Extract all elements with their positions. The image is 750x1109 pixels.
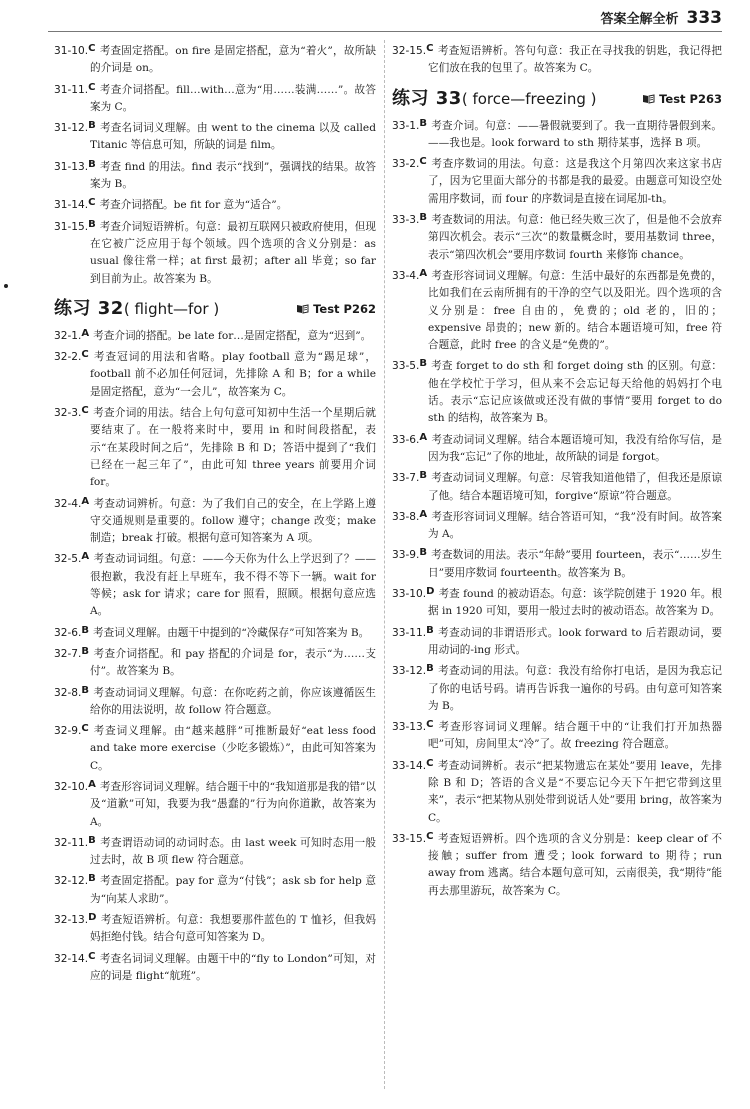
answer-letter: B <box>419 212 428 224</box>
question-number: 32-11. <box>54 836 89 849</box>
page-header <box>600 8 722 28</box>
answer-letter: B <box>81 624 90 636</box>
answer-entry <box>54 156 376 194</box>
answer-entry <box>54 402 376 491</box>
explanation-text: 考查 forget to do sth 和 forget doing sth 的区别。句意：他在学校忙于学习，但从来不会忘记每天给他的妈妈打个电话。表示“忘记应该做或还没有做的事情”要用 forget to do sth 的结构，故答案为 B。 <box>428 360 722 425</box>
question-number: 33-6. <box>392 433 420 446</box>
answer-letter: C <box>419 156 427 168</box>
explanation-text: 考查固定搭配。on fire 是固定搭配，意为“着火”，故所缺的介词是 on。 <box>90 45 376 75</box>
explanation-text: 考查动词的非谓语形式。look forward to 后若跟动词，要用动词的-ing 形式。 <box>428 626 722 656</box>
explanation-text: 考查名词词义理解。由 went to the cinema 以及 called Titanic 等信息可知，所缺的词是 film。 <box>90 122 376 152</box>
section-title: 练习 33 <box>392 87 462 109</box>
answer-letter: C <box>88 950 96 962</box>
answer-entry <box>392 622 722 660</box>
answer-entry <box>392 153 722 208</box>
answer-entry <box>54 870 376 908</box>
explanation-text: 考查谓语动词的动词时态。由 last week 可知时态用一般过去时，故 B 项 flew 符合题意。 <box>90 836 376 867</box>
explanation-text: 考查介词搭配。和 pay 搭配的介词是 for，表示“为……支付”。故答案为 B。 <box>90 647 376 678</box>
answer-letter: D <box>88 912 97 924</box>
answer-entry <box>54 682 376 720</box>
answer-entry <box>392 265 722 354</box>
question-number: 32-4. <box>54 497 82 510</box>
answer-entry <box>392 355 722 427</box>
answer-entry <box>54 325 376 345</box>
answer-letter: B <box>88 158 96 170</box>
answer-letter: B <box>88 873 96 885</box>
explanation-text: 考查介词搭配。be fit for 意为“适合”。 <box>99 199 288 212</box>
answer-entry <box>392 467 722 505</box>
page-number: 333 <box>686 8 722 28</box>
question-number: 33-15. <box>392 832 427 845</box>
header-title: 答案全解全析 <box>600 12 679 27</box>
question-number: 33-14. <box>392 759 427 772</box>
answer-letter: B <box>419 358 428 370</box>
question-number: 32-8. <box>54 686 82 699</box>
section-ref <box>642 92 722 106</box>
explanation-text: 考查动词的用法。句意：我没有给你打电话，是因为我忘记了你的电话号码。请再告诉我一遍你的号码。由句意可知答案为 B。 <box>428 665 722 712</box>
answer-entry <box>54 720 376 775</box>
answer-entry <box>54 79 376 117</box>
answer-entry <box>54 346 376 401</box>
book-icon <box>296 304 309 314</box>
section-header-33 <box>392 84 722 110</box>
section-ref <box>296 302 376 316</box>
answer-entry <box>392 209 722 264</box>
explanation-text: 考查动词词义理解。结合本题语境可知，我没有给你写信，是因为我“忘记”了你的地址，故所缺的词是 forgot。 <box>428 433 722 463</box>
explanation-text: 考查短语辨析。答句句意：我正在寻找我的钥匙，我记得把它们放在我的包里了。故答案为 C。 <box>428 45 722 75</box>
answer-letter: C <box>81 723 89 735</box>
answer-entry <box>392 115 722 153</box>
explanation-text: 考查介词的用法。结合上句句意可知初中生活一个星期后就要结束了。在一般将来时中，要用 in 和时间段搭配，表示“在某段时间之后”，先排除 B 和 D；答语中提到了“我们已经在一起三年了”，由此可知 three years 前要用介词 for。 <box>90 407 376 489</box>
question-number: 33-4. <box>392 269 420 282</box>
section-title: 练习 32 <box>54 297 124 319</box>
explanation-text: 考查数词的用法。句意：他已经失败三次了，但是他不会放弃第四次机会。表示“三次”的数量概念时，要用基数词 three，表示“第四次机会”要用序数词 fourth 来修饰 chance。 <box>428 214 722 261</box>
answer-entry <box>392 716 722 754</box>
explanation-text: 考查介词。句意：——暑假就要到了。我一直期待暑假到来。——我也是。look forward to sth 期待某事，选择 B 项。 <box>428 119 722 149</box>
answer-entry <box>54 776 376 831</box>
question-number: 33-5. <box>392 360 420 373</box>
answer-entry <box>392 828 722 900</box>
margin-mark <box>4 284 8 288</box>
question-number: 31-10. <box>54 45 89 57</box>
answer-letter: B <box>81 645 90 657</box>
answer-letter: D <box>426 586 435 598</box>
answer-letter: C <box>81 349 89 361</box>
answer-letter: B <box>88 834 96 846</box>
answer-entry <box>392 40 722 78</box>
answer-entry <box>392 506 722 544</box>
question-number: 31-15. <box>54 220 89 233</box>
explanation-text: 考查词义理解。由题干中提到的“冷藏保存”可知答案为 B。 <box>93 626 370 639</box>
section-ref-label: Test P262 <box>313 301 376 316</box>
answer-entry <box>54 948 376 986</box>
answer-entry <box>54 909 376 947</box>
answer-entry <box>54 40 376 78</box>
entry-group-31 <box>54 40 376 288</box>
explanation-text: 考查 found 的被动语态。句意：该学院创建于 1920 年。根据 in 1920 可知，要用一般过去时的被动语态。故答案为 D。 <box>428 588 722 618</box>
question-number: 33-12. <box>392 665 427 678</box>
question-number: 32-10. <box>54 780 89 793</box>
entry-group-32-cont <box>392 40 722 78</box>
answer-entry <box>392 755 722 827</box>
explanation-text: 考查形容词词义理解。结合答语可知，“我”没有时间。故答案为 A。 <box>428 510 722 541</box>
question-number: 32-13. <box>54 914 89 927</box>
answer-letter: B <box>81 684 90 696</box>
question-number: 33-3. <box>392 214 420 227</box>
question-number: 32-12. <box>54 875 89 888</box>
question-number: 33-7. <box>392 472 420 485</box>
explanation-text: 考查序数词的用法。句意：这是我这个月第四次来这家书店了，因为它里面大部分的书都是我的最爱。由题意可知设空处需用序数词，而 four 的序数词是直接在词尾加-th。 <box>428 158 722 205</box>
answer-letter: C <box>88 197 96 209</box>
answer-letter: C <box>426 719 434 731</box>
answer-entry <box>54 622 376 642</box>
explanation-text: 考查介词短语辨析。句意：最初互联网只被政府使用，但现在它被广泛应用于每个领域。四个选项的含义分别是：as usual 像往常一样；at first 最初；after all 毕竟；so far 到目前为止。故答案为 B。 <box>90 220 376 285</box>
answer-entry <box>392 660 722 715</box>
question-number: 32-1. <box>54 329 82 342</box>
answer-letter: B <box>88 120 96 132</box>
question-number: 32-9. <box>54 725 82 738</box>
section-header-32 <box>54 294 376 320</box>
explanation-text: 考查形容词词义理解。结合题干中的“让我们打开加热器吧”可知，房间里太“冷”了。故 freezing 符合题意。 <box>428 721 722 751</box>
explanation-text: 考查动词辨析。表示“把某物遗忘在某处”要用 leave，先排除 B 和 D；答语的含义是“不要忘记今天下午把它带到这里来”，表示“把某物从别处带到说话人处”要用 bring，故答案为 C。 <box>428 759 722 824</box>
answer-entry <box>392 544 722 582</box>
explanation-text: 考查动词词义理解。句意：尽管我知道他错了，但我还是原谅了他。结合本题语境可知，forgive“原谅”符合题意。 <box>428 472 722 502</box>
section-range: ( flight—for ) <box>123 299 220 318</box>
answer-entry <box>392 583 722 621</box>
answer-letter: A <box>81 495 90 507</box>
answer-letter: B <box>419 117 428 129</box>
explanation-text: 考查数词的用法。表示“年龄”要用 fourteen，表示“……岁生日”要用序数词 fourteenth。故答案为 B。 <box>428 549 722 579</box>
answer-entry <box>54 117 376 155</box>
explanation-text: 考查介词的搭配。be late for…是固定搭配，意为“迟到”。 <box>93 329 372 342</box>
answer-letter: C <box>88 81 96 93</box>
question-number: 32-14. <box>54 952 89 965</box>
question-number: 32-15. <box>392 45 427 57</box>
question-number: 32-5. <box>54 553 82 566</box>
answer-letter: C <box>426 43 434 54</box>
answer-letter: C <box>426 830 434 842</box>
answer-entry <box>54 548 376 620</box>
answer-letter: A <box>419 267 428 279</box>
answer-entry <box>54 216 376 288</box>
answer-letter: A <box>81 551 90 563</box>
explanation-text: 考查词义理解。由“越来越胖”可推断最好“eat less food and take more exercise（少吃多锻炼）”，由此可知答案为 C。 <box>90 725 376 772</box>
explanation-text: 考查形容词词义理解。句意：生活中最好的东西都是免费的，比如我们在云南所拥有的干净的空气以及阳光。四个选项的含义分别是：free 自由的，免费的；old 老的，旧的；expensive 昂贵的；new 新的。结合本题语境可知，free 符合题意，此时 free 的含义是“免费的”。 <box>428 269 722 352</box>
answer-entry <box>54 194 376 214</box>
section-ref-label: Test P263 <box>659 91 722 106</box>
question-number: 31-12. <box>54 122 89 135</box>
explanation-text: 考查短语辨析。句意：我想要那件蓝色的 T 恤衫，但我妈妈拒绝付钱。结合句意可知答案为 D。 <box>90 914 376 944</box>
left-column <box>54 40 376 986</box>
answer-letter: B <box>426 663 434 675</box>
explanation-text: 考查名词词义理解。由题干中的“fly to London”可知，对应的词是 flight“航班”。 <box>90 952 376 982</box>
question-number: 31-13. <box>54 160 89 173</box>
answer-letter: C <box>88 43 96 54</box>
column-divider <box>384 40 385 1089</box>
explanation-text: 考查短语辨析。四个选项的含义分别是：keep clear of 不接触；suffer from 遭受；look forward to 期待；run away from 逃离。结合本题句意可知，云南很美，我“期待”能再去那里游玩，故答案为 C。 <box>428 832 722 897</box>
question-number: 32-6. <box>54 626 82 639</box>
answer-letter: C <box>81 405 89 417</box>
question-number: 33-13. <box>392 721 427 734</box>
question-number: 33-10. <box>392 588 427 601</box>
answer-letter: A <box>81 327 90 339</box>
explanation-text: 考查动词辨析。句意：为了我们自己的安全，在上学路上遵守交通规则是重要的。follow 遵守；change 改变；make 制造；break 打破。根据句意可知答案为 A 项。 <box>90 497 376 545</box>
answer-entry <box>54 832 376 870</box>
question-number: 33-11. <box>392 626 427 639</box>
entry-group-32 <box>54 325 376 985</box>
explanation-text: 考查形容词词义理解。结合题干中的“我知道那是我的错”以及“道歉”可知，我要为我“愚蠢的”行为向你道歉，故答案为 A。 <box>90 780 376 828</box>
answer-letter: B <box>88 218 96 230</box>
answer-letter: A <box>419 508 428 520</box>
answer-entry <box>54 643 376 681</box>
question-number: 33-2. <box>392 158 420 171</box>
explanation-text: 考查介词搭配。fill…with…意为“用……装满……”。故答案为 C。 <box>90 83 376 113</box>
explanation-text: 考查冠词的用法和省略。play football 意为“踢足球”，football 前不必加任何冠词，先排除 A 和 B；for a while 是固定搭配，意为“一会儿”，故答案为 C。 <box>90 351 376 398</box>
section-range: ( force—freezing ) <box>461 89 597 108</box>
header-rule <box>48 31 722 32</box>
answer-letter: A <box>88 778 96 790</box>
question-number: 33-1. <box>392 119 420 132</box>
question-number: 32-3. <box>54 407 82 420</box>
answer-letter: B <box>419 547 428 559</box>
answer-letter: B <box>426 624 434 636</box>
question-number: 32-7. <box>54 647 82 660</box>
right-column <box>392 40 722 901</box>
question-number: 31-14. <box>54 199 89 212</box>
question-number: 31-11. <box>54 83 89 96</box>
question-number: 33-8. <box>392 510 420 523</box>
entry-group-33 <box>392 115 722 900</box>
explanation-text: 考查 find 的用法。find 表示“找到”，强调找的结果。故答案为 B。 <box>90 160 376 191</box>
answer-entry <box>54 493 376 548</box>
question-number: 32-2. <box>54 351 82 364</box>
explanation-text: 考查动词词组。句意：——今天你为什么上学迟到了？——很抱歉，我没有赶上早班车，我不得不等下一辆。wait for 等候；ask for 请求；care for 照看，照顾。根据句意应选 A。 <box>90 553 376 618</box>
explanation-text: 考查动词词义理解。句意：在你吃药之前，你应该遵循医生给你的用法说明，故 follow 符合题意。 <box>90 686 376 716</box>
explanation-text: 考查固定搭配。pay for 意为“付钱”；ask sb for help 意为“向某人求助”。 <box>90 875 376 905</box>
answer-letter: C <box>426 757 434 769</box>
question-number: 33-9. <box>392 549 420 562</box>
answer-entry <box>392 429 722 467</box>
answer-letter: A <box>419 431 428 443</box>
answer-letter: B <box>419 470 428 482</box>
book-icon <box>642 94 655 104</box>
